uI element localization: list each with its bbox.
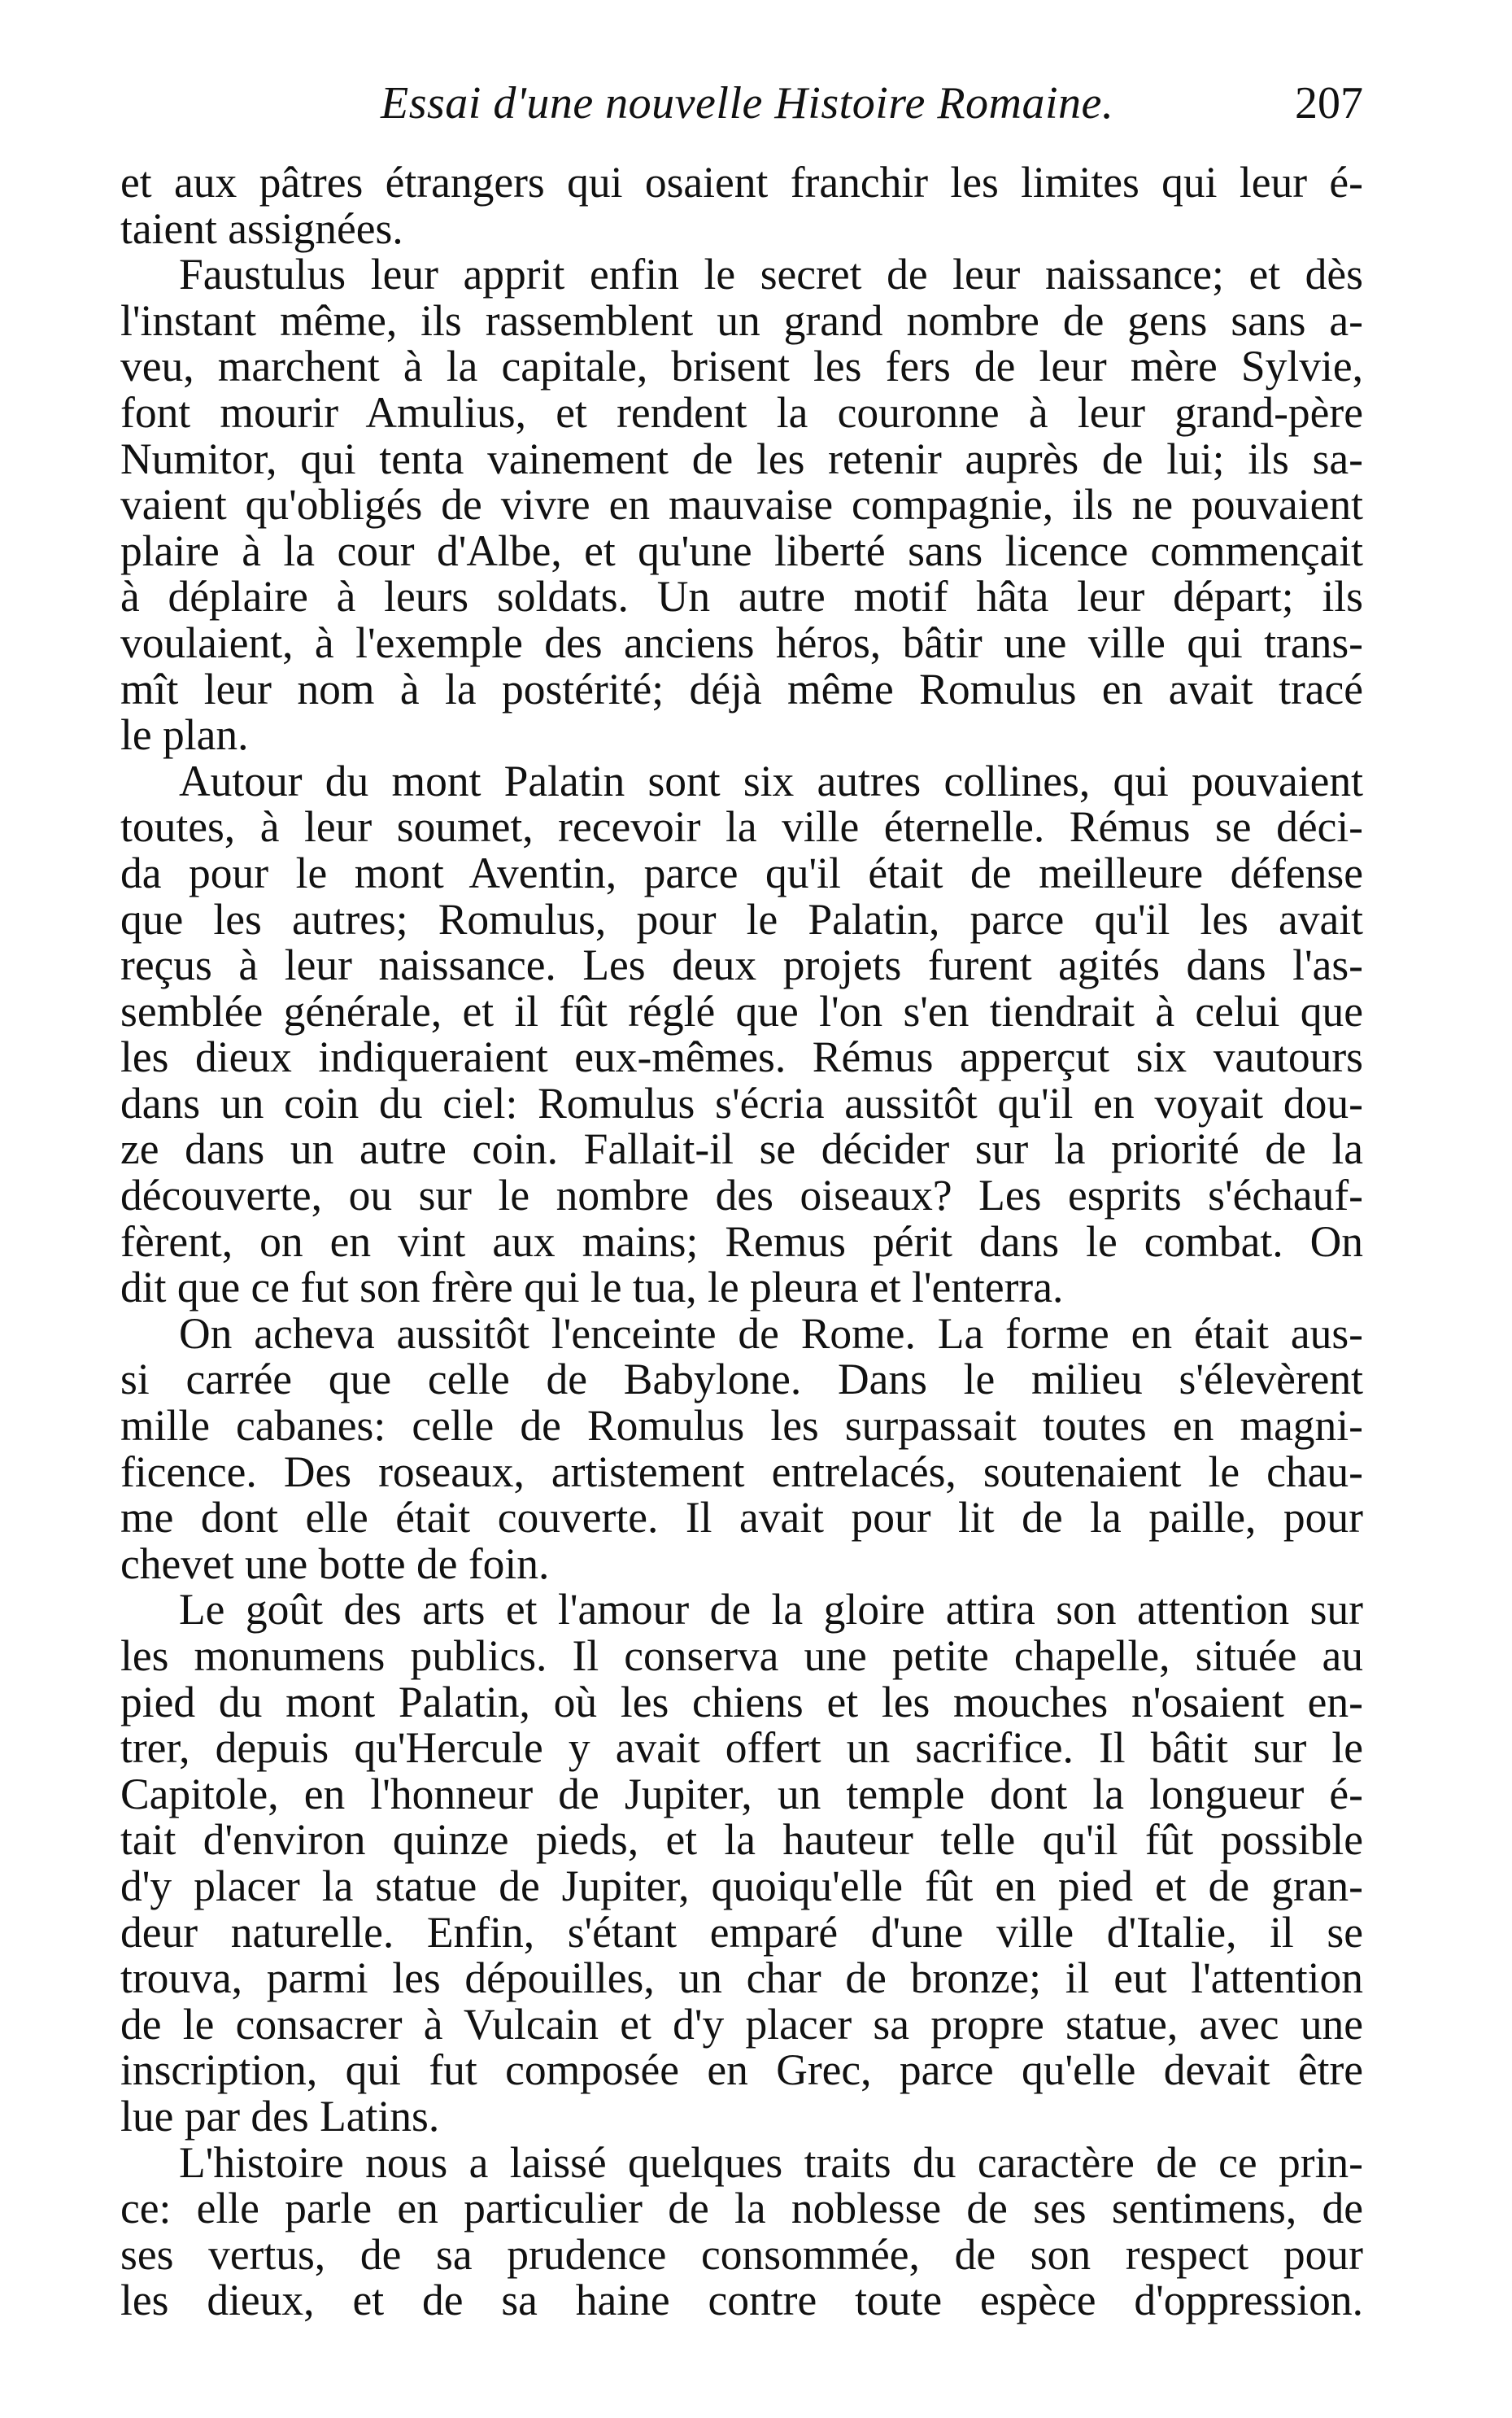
text-line: veu, marchent à la capitale, brisent les fers de leur mère Sylvie,	[120, 342, 1363, 391]
text-line: ses vertus, de sa prudence consommée, de son respect pour	[120, 2229, 1363, 2279]
text-line: les dieux indiqueraient eux-mêmes. Rémus apperçut six vautours	[120, 1032, 1363, 1082]
text-line: font mourir Amulius, et rendent la couronne à leur grand-père	[120, 387, 1363, 437]
text-line: Numitor, qui tenta vainement de les retenir auprès de lui; ils sa-	[120, 434, 1363, 483]
running-title: Essai d'une nouvelle Histoire Romaine.	[381, 78, 1114, 129]
text-line: si carrée que celle de Babylone. Dans le milieu s'élevèrent	[120, 1355, 1363, 1404]
text-line: lue par des Latins.	[120, 2091, 440, 2141]
text-line: ze dans un autre coin. Fallait-il se décider sur la priorité de la	[120, 1124, 1363, 1174]
text-line: Autour du mont Palatin sont six autres collines, qui pouvaient	[179, 756, 1363, 805]
text-line: chevet une botte de foin.	[120, 1539, 550, 1588]
text-line: da pour le mont Aventin, parce qu'il était de meilleure défense	[120, 848, 1363, 897]
text-line: On acheva aussitôt l'enceinte de Rome. La forme en était aus-	[179, 1308, 1363, 1358]
text-line: toutes, à leur soumet, recevoir la ville éternelle. Rémus se déci-	[120, 802, 1363, 852]
text-line: L'histoire nous a laissé quelques traits du caractère de ce prin-	[179, 2137, 1363, 2187]
text-line: à déplaire à leurs soldats. Un autre motif hâta leur départ; ils	[120, 572, 1363, 622]
text-line: les monumens publics. Il conserva une petite chapelle, située au	[120, 1631, 1363, 1680]
text-line: Faustulus leur apprit enfin le secret de leur naissance; et dès	[179, 250, 1363, 299]
text-line: de le consacrer à Vulcain et d'y placer sa propre statue, avec une	[120, 1999, 1363, 2049]
text-line: voulaient, à l'exemple des anciens héros, bâtir une ville qui trans-	[120, 618, 1363, 667]
text-line: mît leur nom à la postérité; déjà même Romulus en avait tracé	[120, 664, 1363, 714]
text-line: vaient qu'obligés de vivre en mauvaise compagnie, ils ne pouvaient	[120, 480, 1363, 530]
text-line: trer, depuis qu'Hercule y avait offert un sacrifice. Il bâtit sur le	[120, 1723, 1363, 1773]
text-line: ce: elle parle en particulier de la noblesse de ses sentimens, de	[120, 2184, 1363, 2233]
text-line: dit que ce fut son frère qui le tua, le pleura et l'enterra.	[120, 1263, 1064, 1312]
text-line: découverte, ou sur le nombre des oiseaux? Les esprits s'échauf-	[120, 1171, 1363, 1220]
text-line: mille cabanes: celle de Romulus les surpassait toutes en magni-	[120, 1401, 1363, 1451]
text-line: l'instant même, ils rassemblent un grand nombre de gens sans a-	[120, 295, 1363, 345]
text-line: fèrent, on en vint aux mains; Remus périt dans le combat. On	[120, 1216, 1363, 1266]
text-line: dans un coin du ciel: Romulus s'écria aussitôt qu'il en voyait dou-	[120, 1078, 1363, 1128]
text-line: deur naturelle. Enfin, s'étant emparé d'une ville d'Italie, il se	[120, 1907, 1363, 1957]
text-line: d'y placer la statue de Jupiter, quoiqu'elle fût en pied et de gran-	[120, 1861, 1363, 1910]
text-line: que les autres; Romulus, pour le Palatin, parce qu'il les avait	[120, 894, 1363, 944]
body-text	[120, 159, 1363, 2324]
text-line: trouva, parmi les dépouilles, un char de bronze; il eut l'attention	[120, 1953, 1363, 2003]
text-line: pied du mont Palatin, où les chiens et les mouches n'osaient en-	[120, 1677, 1363, 1726]
text-line: les dieux, et de sa haine contre toute espèce d'oppression.	[120, 2276, 1363, 2325]
text-line: reçus à leur naissance. Les deux projets furent agités dans l'as-	[120, 941, 1363, 990]
text-line: le plan.	[120, 710, 249, 760]
text-line: inscription, qui fut composée en Grec, parce qu'elle devait être	[120, 2045, 1363, 2095]
text-line: tait d'environ quinze pieds, et la hauteur telle qu'il fût possible	[120, 1815, 1363, 1865]
text-line: ficence. Des roseaux, artistement entrelacés, soutenaient le chau-	[120, 1447, 1363, 1496]
text-line: et aux pâtres étrangers qui osaient franchir les limites qui leur é-	[120, 158, 1363, 207]
text-line: Le goût des arts et l'amour de la gloire attira son attention sur	[179, 1585, 1363, 1635]
text-line: plaire à la cour d'Albe, et qu'une liberté sans licence commençait	[120, 526, 1363, 575]
text-line: me dont elle était couverte. Il avait pour lit de la paille, pour	[120, 1493, 1363, 1543]
text-line: Capitole, en l'honneur de Jupiter, un temple dont la longueur é-	[120, 1769, 1363, 1818]
text-line: semblée générale, et il fût réglé que l'on s'en tiendrait à celui que	[120, 986, 1363, 1036]
text-line: taient assignées.	[120, 203, 403, 253]
running-head	[120, 75, 1363, 132]
page-number: 207	[1295, 78, 1363, 129]
